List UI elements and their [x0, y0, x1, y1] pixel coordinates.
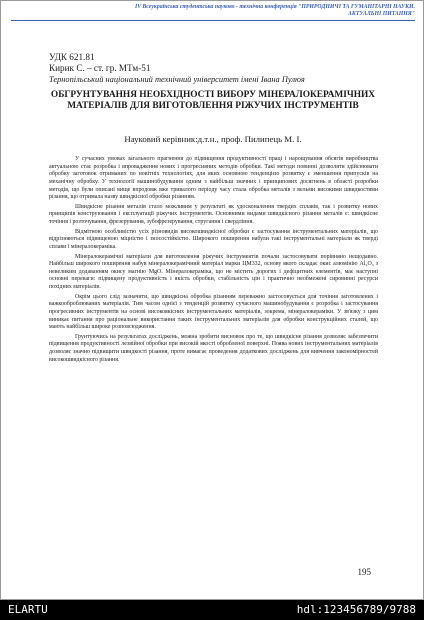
conference-header-line2: АКТУАЛЬНІ ПИТАННЯ"	[348, 11, 415, 17]
article-body	[49, 156, 378, 366]
conference-header	[11, 4, 415, 18]
author-line: Кирик С. – ст. гр. МТм-51	[49, 63, 151, 73]
body-paragraph: Мінералокерамічні матеріали для виготовлення ріжучих інструментів почали застосовувати порівняно нещодавно. Найбільш широкого поширення набув мінералокерамічний матеріал марки ЦМ332, основу якого складає окис алюмінію Al₂O₃ з невеликим додаванням окису магнію MgO. Мінералокераміка, що не містить дорогих і дефіцитних елементів, має наступні основні переваги: підвищену продуктивність і якість обробки, стабільність цін і практично необмежені сировинні ресурси похідних матеріалів.	[49, 253, 378, 290]
affiliation: Тернопільський національний технічний університет імені Івана Пулюя	[49, 75, 305, 84]
page-number: 195	[357, 567, 371, 577]
body-paragraph: Грунтуючись на результатах досліджень, можна зробити висновок про те, що швидкісне різання дозволяє забезпечити підвищення продуктивності лезвійної обробки при високій якості обробленої поверхні. Поява нових інструментальних матеріалів дозволяє значно підвищити швидкості різання, проте вимагає проведення додаткових досліджень для вивчення закономірностей високошвидкісного різання.	[49, 333, 378, 363]
body-paragraph: Швидкісне різання металів стало можливим у результаті як удосконалення твердих сплавів, так і розвитку нових принципів конструювання і експлуатації ріжучих інструментів. Основними видами швидкісного різання металів є: швидкісне точіння і розточування, фрезерування, зубофрезерування, стругання і свердління.	[49, 203, 378, 225]
header-divider	[11, 20, 415, 21]
repository-name: ELARTU	[8, 603, 48, 616]
body-paragraph: У сучасних умовах загального прагнення до підвищення продуктивності праці і нарощування обсягів виробництва актуальною стає розробка і впровадження нових і прогресивних методів обробки. Такі методи повинні дозволяти здійснювати обробку заготовок отриманих по новітніх технологіях, для яких основною тенденцією розвитку є зменшення припусків на механічну обробку. У технології машинобудування одним з найбільш значних і принципових досягнень в області розробки методів, що були описані вище впродовж вже тривалого періоду часу стала обробка металів з вельми високими швидкостями різання, що отримала назву швидкісної обробки різанням.	[49, 156, 378, 201]
handle-identifier[interactable]: hdl:123456789/9788	[296, 603, 416, 616]
body-paragraph: Відмітною особливістю усіх різновидів високошвидкісної обробки є застосування інструментальних матеріалів, що відрізняються підвищеною міцністю і зносостійкістю. Широкого поширення набули такі інструментальні матеріали як тверді сплави і мінералокераміка.	[49, 228, 378, 250]
supervisor-line: Науковий керівник:д.т.н., проф. Пилипець М. І.	[124, 134, 302, 144]
udk-code: УДК 621.81	[49, 52, 95, 62]
body-paragraph: Окрім цього слід зазначити, що швидкісна обробка різанням переважно застосовується для точіння заготовлених і важкооброблюваних матеріалів. Тим часом однієї з тенденцій розвитку сучасного машинобудування є розробка і застосування прогресивних інструментів на основі високоякісних інструментальних матеріалів, зокрема, мінералокераміки. У зв'язку з цим виникає питання про раціональне використання таких інструментальних матеріалів для обробки конструкційних сталей, що мають найбільш широке розповсюдження.	[49, 293, 378, 331]
viewer-footer-bar	[0, 600, 424, 620]
article-title: ОБГРУНТУВАННЯ НЕОБХІДНОСТІ ВИБОРУ МІНЕРАЛОКЕРАМІЧНИХ МАТЕРІАЛІВ ДЛЯ ВИГОТОВЛЕННЯ РІЖУЧИХ ІНСТРУМЕНТІВ	[50, 90, 376, 111]
conference-header-line1: IV Всеукраїнська студентська науково - технічна конференція "ПРИРОДНИЧІ ТА ГУМАНІТАРНІ НАУКИ.	[134, 4, 415, 10]
